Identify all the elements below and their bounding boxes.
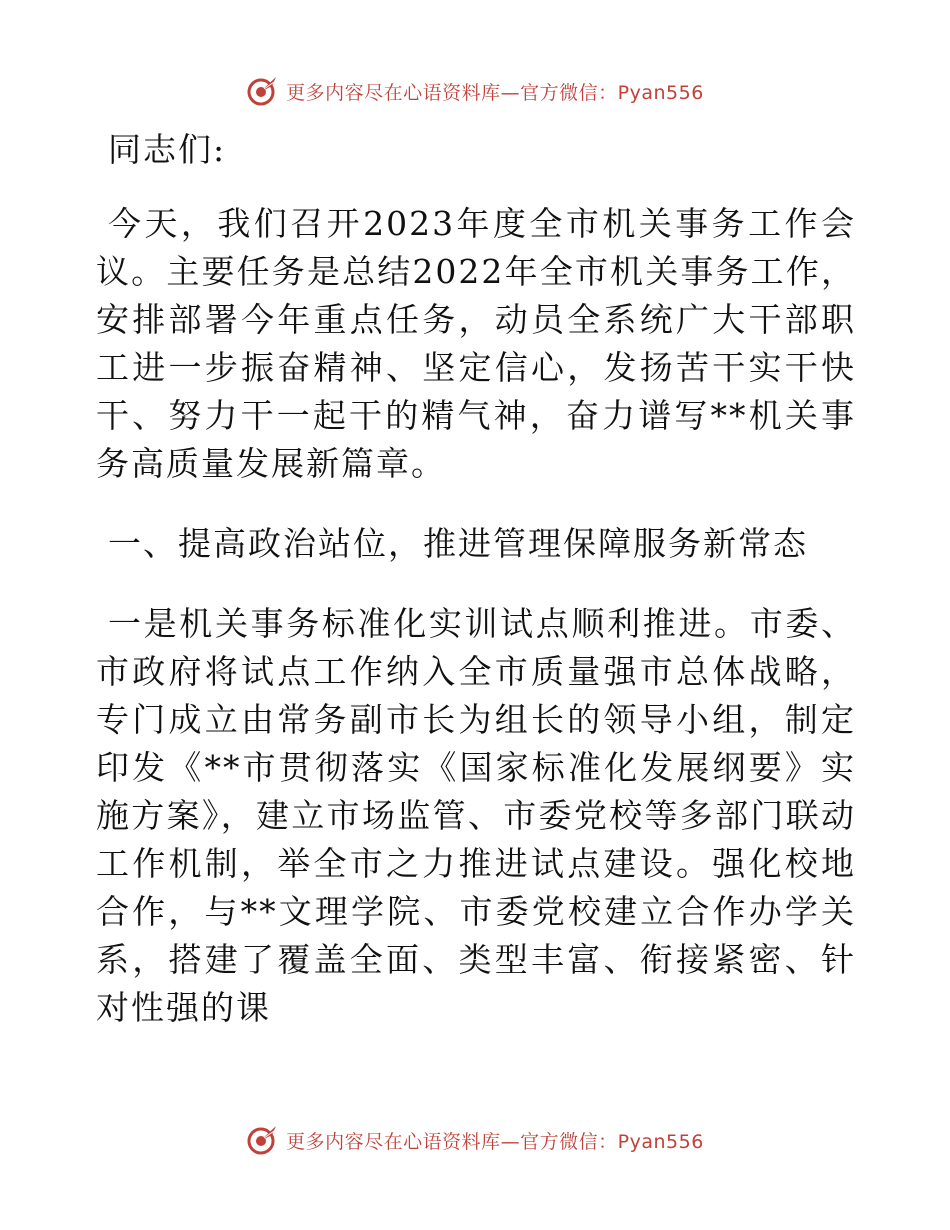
red-feather-logo-icon [246,74,280,108]
watermark-text: 更多内容尽在心语资料库—官方微信：Pyan556 [286,1130,704,1153]
section-heading: 一、提高政治站位，推进管理保障服务新常态 [108,524,808,563]
footer-watermark [0,1120,950,1160]
watermark-text: 更多内容尽在心语资料库—官方微信：Pyan556 [286,81,704,104]
paragraph-intro: 今天，我们召开2023年度全市机关事务工作会议。主要任务是总结2022年全市机关事务工作，安排部署今年重点任务，动员全系统广大干部职工进一步振奋精神、坚定信心，发扬苦干实干快干、努力干一起干的精气神，奋力谱写**机关事务高质量发展新篇章。 [96,204,856,483]
greeting: 同志们: [108,130,227,169]
paragraph-point-one: 一是机关事务标准化实训试点顺利推进。市委、市政府将试点工作纳入全市质量强市总体战略，专门成立由常务副市长为组长的领导小组，制定印发《**市贯彻落实《国家标准化发展纲要》实施方案》，建立市场监管、市委党校等多部门联动工作机制，举全市之力推进试点建设。强化校地合作，与**文理学院、市委党校建立合作办学关系，搭建了覆盖全面、类型丰富、衔接紧密、针对性强的课 [96,604,856,1027]
header-watermark [0,71,950,111]
document-body [96,120,856,1032]
red-feather-logo-icon [246,1123,280,1157]
